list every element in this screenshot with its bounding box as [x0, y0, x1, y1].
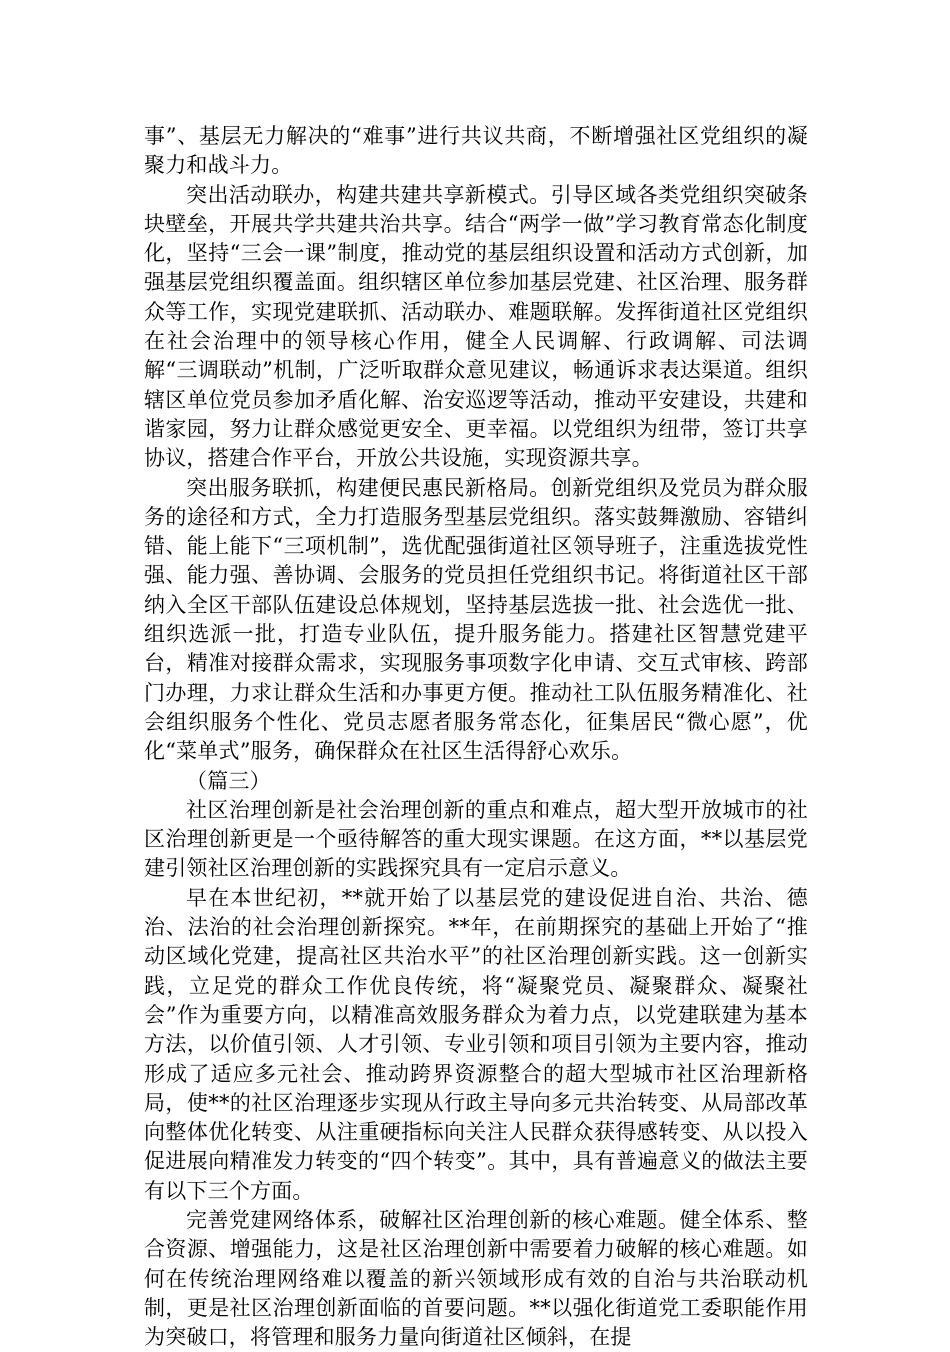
paragraph-service-linkage: 突出服务联抓，构建便民惠民新格局。创新党组织及党员为群众服务的途径和方式，全力打造服务型基层党组织。落实鼓舞激励、容错纠错、能上能下“三项机制”，选优配强街道社区领导班子，注重选拔党性强、能力强、善协调、会服务的党员担任党组织书记。将街道社区干部纳入全区干部队伍建设总体规划，坚持基层选拔一批、社会选优一批、组织选派一批，打造专业队伍，提升服务能力。搭建社区智慧党建平台，精准对接群众需求，实现服务事项数字化申请、交互式审核、跨部门办理，力求让群众生活和办事更方便。推动社工队伍服务精准化、社会组织服务个性化、党员志愿者服务常态化，征集居民“微心愿”，优化“菜单式”服务，确保群众在社区生活得舒心欢乐。 [144, 475, 808, 764]
document-page [144, 122, 808, 1352]
paragraph-continuation: 事”、基层无力解决的“难事”进行共议共商，不断增强社区党组织的凝聚力和战斗力。 [144, 124, 808, 178]
paragraph-intro: 社区治理创新是社会治理创新的重点和难点，超大型开放城市的社区治理创新更是一个亟待解答的重大现实课题。在这方面，**以基层党建引领社区治理创新的实践探究具有一定启示意义。 [144, 797, 808, 881]
section-heading-part-three: （篇三） [186, 768, 271, 793]
paragraph-activity-linkage: 突出活动联办，构建共建共享新模式。引导区域各类党组织突破条块壁垒，开展共学共建共治共享。结合“两学一做”学习教育常态化制度化，坚持“三会一课”制度，推动党的基层组织设置和活动方式创新，加强基层党组织覆盖面。组织辖区单位参加基层党建、社区治理、服务群众等工作，实现党建联抓、活动联办、难题联解。发挥街道社区党组织在社会治理中的领导核心作用，健全人民调解、行政调解、司法调解“三调联动”机制，广泛听取群众意见建议，畅通诉求表达渠道。组织辖区单位党员参加矛盾化解、治安巡逻等活动，推动平安建设，共建和谐家园，努力让群众感觉更安全、更幸福。以党组织为纽带，签订共享协议，搭建合作平台，开放公共设施，实现资源共享。 [144, 182, 808, 471]
paragraph-network-system: 完善党建网络体系，破解社区治理创新的核心难题。健全体系、整合资源、增强能力，这是社区治理创新中需要着力破解的核心难题。如何在传统治理网络难以覆盖的新兴领域形成有效的自治与共治联动机制，更是社区治理创新面临的首要问题。**以强化街道党工委职能作用为突破口，将管理和服务力量向街道社区倾斜，在提 [144, 1207, 808, 1350]
paragraph-history: 早在本世纪初，**就开始了以基层党的建设促进自治、共治、德治、法治的社会治理创新探究。**年，在前期探究的基础上开始了“推动区域化党建，提高社区共治水平”的社区治理创新实践。这一创新实践，立足党的群众工作优良传统，将“凝聚党员、凝聚群众、凝聚社会”作为重要方向，以精准高效服务群众为着力点，以党建联建为基本方法，以价值引领、人才引领、专业引领和项目引领为主要内容，推动形成了适应多元社会、推动跨界资源整合的超大型城市社区治理新格局，使**的社区治理逐步实现从行政主导向多元共治转变、从局部改革向整体优化转变、从注重硬指标向关注人民群众获得感转变、从以投入促进展向精准发力转变的“四个转变”。其中，具有普遍意义的做法主要有以下三个方面。 [144, 885, 808, 1203]
